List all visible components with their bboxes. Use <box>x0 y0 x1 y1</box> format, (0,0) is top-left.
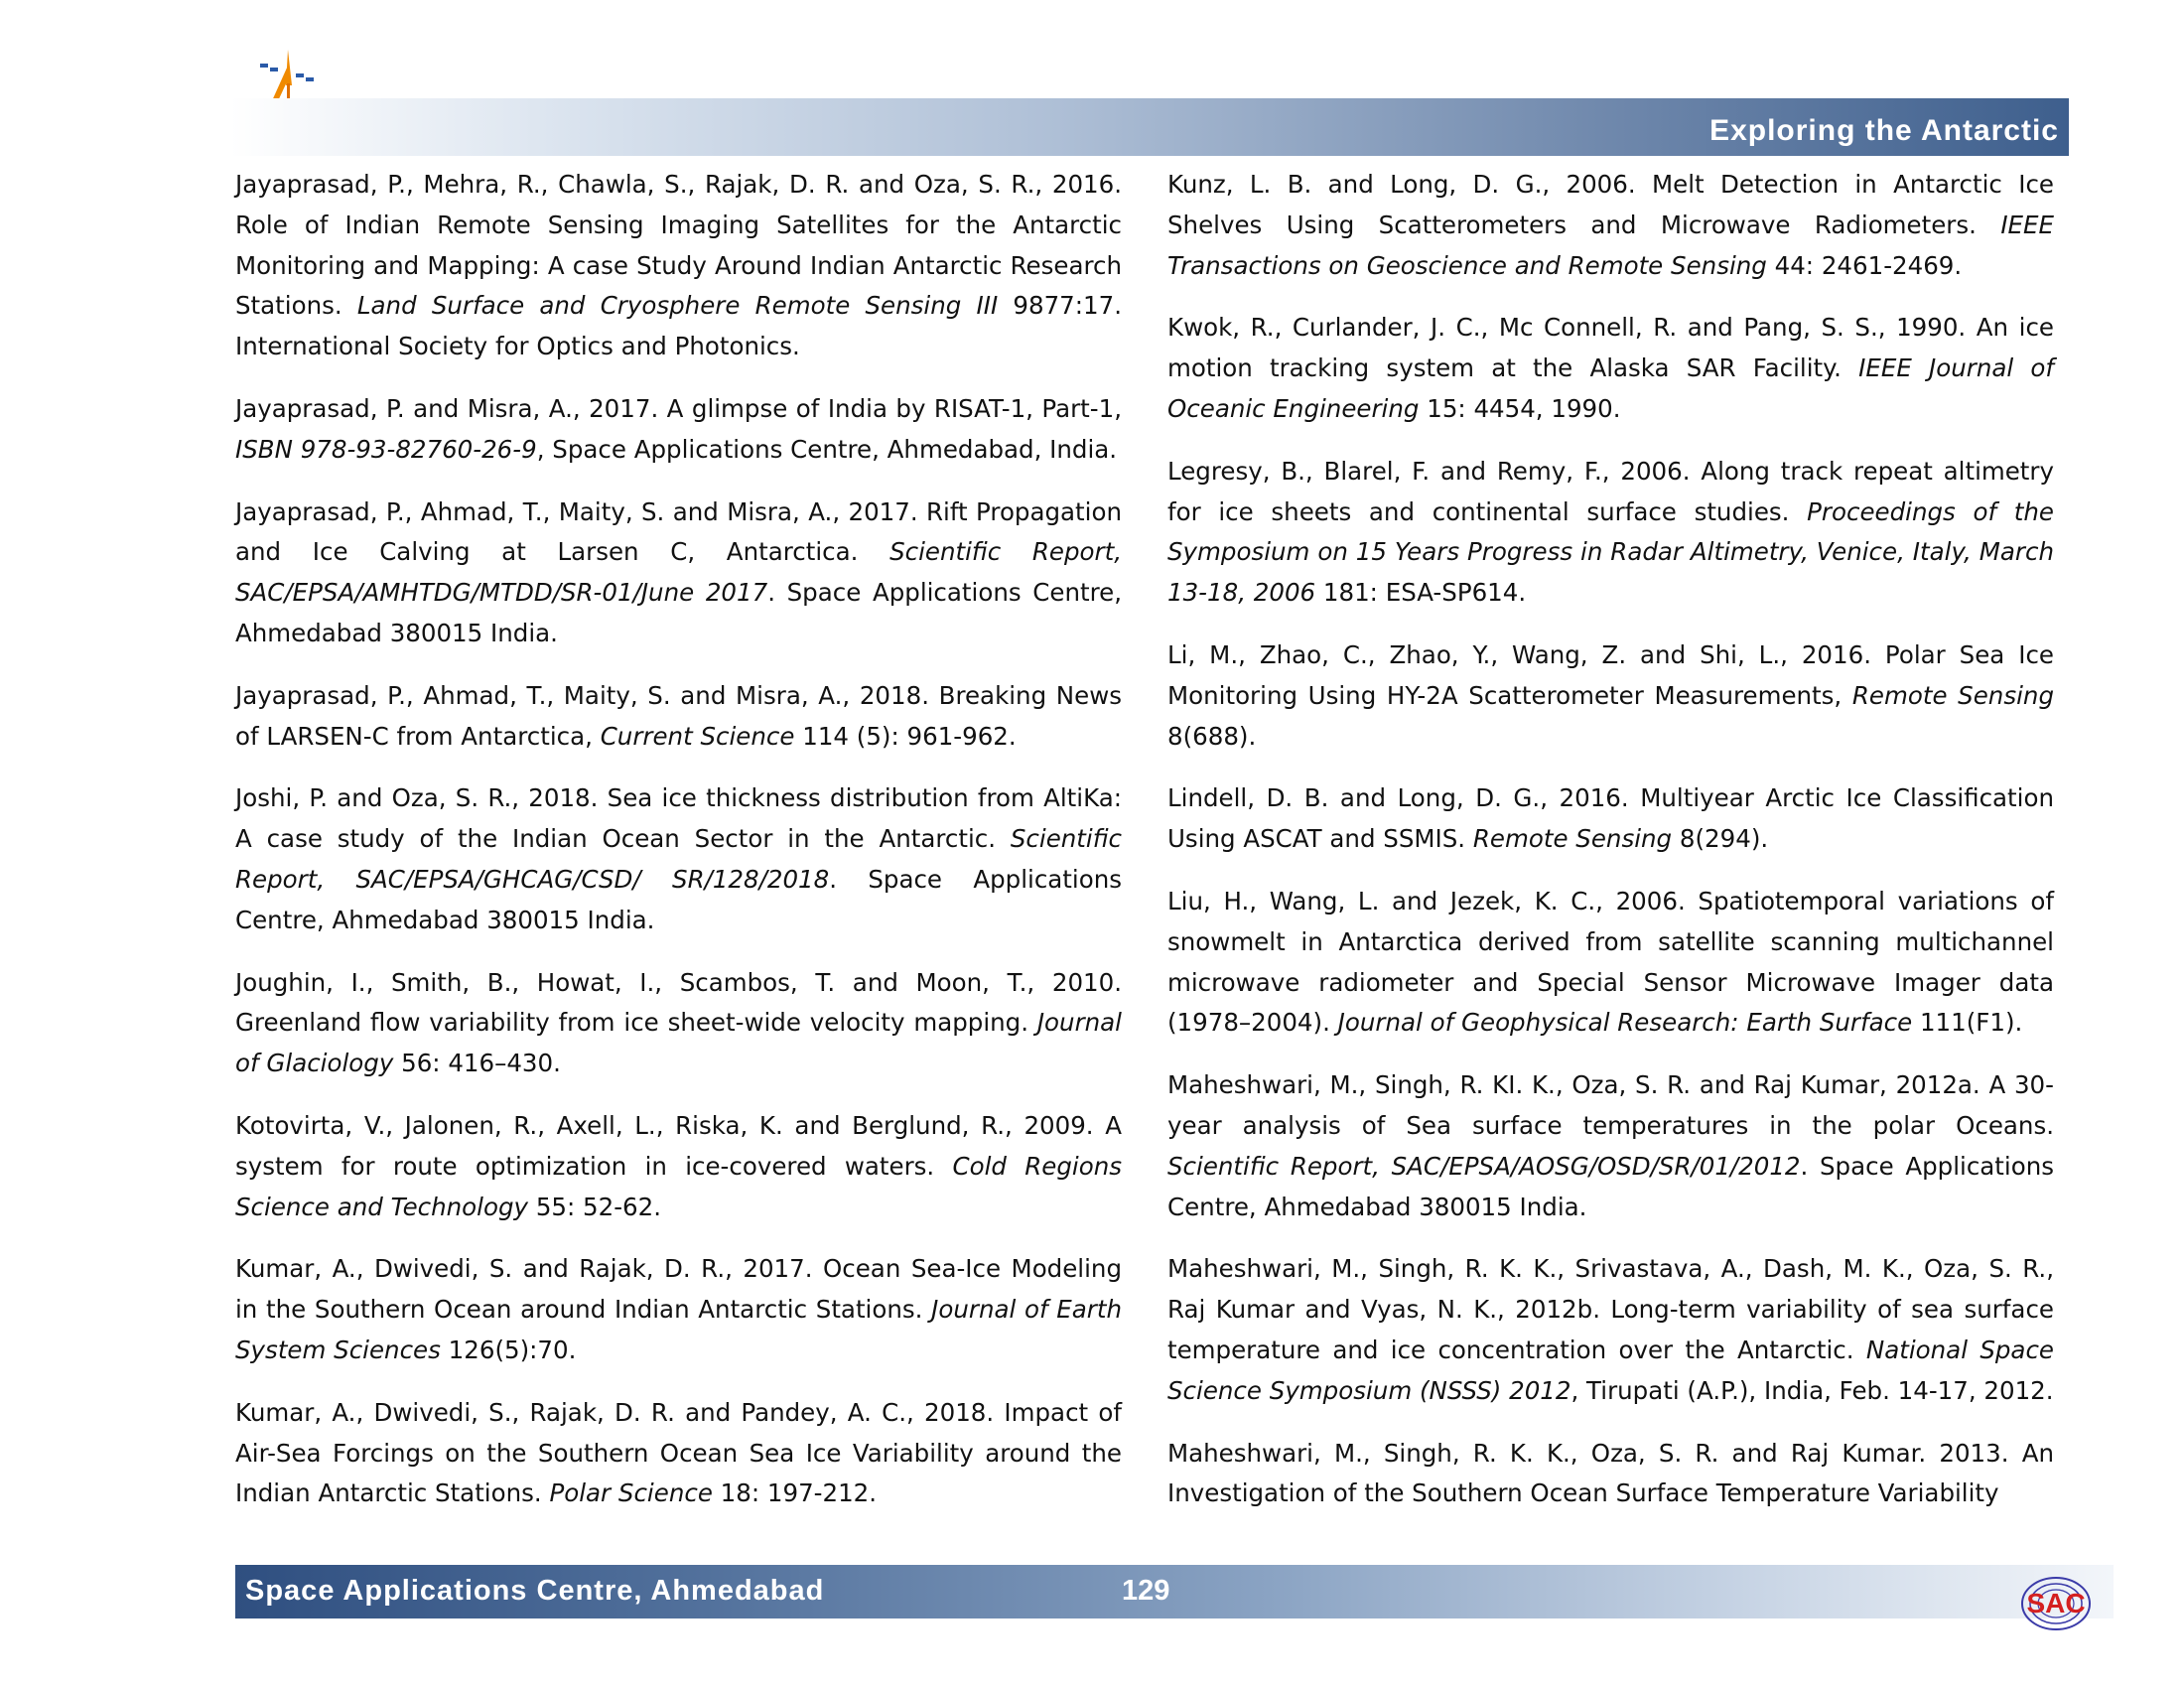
header-title: Exploring the Antarctic <box>1709 114 2059 147</box>
page-number: 129 <box>1122 1575 1170 1607</box>
reference-entry: Joughin, I., Smith, B., Howat, I., Scambos, T. and Moon, T., 2010. Greenland flow variability from ice sheet-wide velocity mapping. Journal of Glaciology 56: 416–430. <box>235 967 1122 1078</box>
reference-entry: Maheshwari, M., Singh, R. K. K., Oza, S. R. and Raj Kumar. 2013. An Investigation of the Southern Ocean Surface Temperature Variability <box>1167 1438 2054 1508</box>
reference-entry: Maheshwari, M., Singh, R. K. K., Srivastava, A., Dash, M. K., Oza, S. R., Raj Kumar and Vyas, N. K., 2012b. Long-term variability of sea surface temperature and ice concentration over the Antarctic. National Space Science Symposium (NSSS) 2012, Tirupati (A.P.), India, Feb. 14-17, 2012. <box>1167 1254 2054 1405</box>
reference-entry: Kwok, R., Curlander, J. C., Mc Connell, R. and Pang, S. S., 1990. An ice motion tracking system at the Alaska SAR Facility. IEEE Journal of Oceanic Engineering 15: 4454, 1990. <box>1167 313 2054 423</box>
footer-org: Space Applications Centre, Ahmedabad <box>245 1575 825 1607</box>
reference-entry: Li, M., Zhao, C., Zhao, Y., Wang, Z. and Shi, L., 2016. Polar Sea Ice Monitoring Using HY-2A Scatterometer Measurements, Remote Sensing 8(688). <box>1167 639 2054 751</box>
reference-entry: Kunz, L. B. and Long, D. G., 2006. Melt Detection in Antarctic Ice Shelves Using Scatterometers and Microwave Radiometers. IEEE Transactions on Geoscience and Remote Sensing 44: 2461-2469. <box>1167 170 2054 280</box>
reference-entry: Legresy, B., Blarel, F. and Remy, F., 2006. Along track repeat altimetry for ice sheets and continental surface studies. Proceedings of the Symposium on 15 Years Progress in Radar Altimetry, Venice, Italy, March 13-18, 2006 181: ESA-SP614. <box>1167 456 2054 608</box>
svg-text:SAC: SAC <box>2026 1588 2086 1618</box>
reference-entry: Jayaprasad, P. and Misra, A., 2017. A glimpse of India by RISAT-1, Part-1, ISBN 978-93-82760-26-9, Space Applications Centre, Ahmedabad, India. <box>235 393 1122 464</box>
reference-entry: Kumar, A., Dwivedi, S. and Rajak, D. R., 2017. Ocean Sea-Ice Modeling in the Southern Ocean around Indian Antarctic Stations. Journal of Earth System Sciences 126(5):70. <box>235 1254 1122 1364</box>
reference-entry: Jayaprasad, P., Ahmad, T., Maity, S. and Misra, A., 2018. Breaking News of LARSEN-C from Antarctica, Current Science 114 (5): 961-962. <box>235 680 1122 751</box>
reference-entry: Joshi, P. and Oza, S. R., 2018. Sea ice thickness distribution from AltiKa: A case study of the Indian Ocean Sector in the Antarctic. Scientific Report, SAC/EPSA/GHCAG/CSD/ SR/128/2018. Space Applications Centre, Ahmedabad 380015 India. <box>235 783 1122 934</box>
reference-entry: Lindell, D. B. and Long, D. G., 2016. Multiyear Arctic Ice Classification Using ASCAT and SSMIS. Remote Sensing 8(294). <box>1167 783 2054 854</box>
reference-entry: Liu, H., Wang, L. and Jezek, K. C., 2006. Spatiotemporal variations of snowmelt in Antarctica derived from satellite scanning multichannel microwave radiometer and Special Sensor Microwave Imager data (1978–2004). Journal of Geophysical Research: Earth Surface 111(F1). <box>1167 886 2054 1038</box>
references-right-column <box>1167 165 2054 1536</box>
references-left-column <box>235 165 1122 1536</box>
reference-entry: Maheshwari, M., Singh, R. KI. K., Oza, S. R. and Raj Kumar, 2012a. A 30-year analysis of Sea surface temperatures in the polar Oceans. Scientific Report, SAC/EPSA/AOSG/OSD/SR/01/2012. Space Applications Centre, Ahmedabad 380015 India. <box>1167 1070 2054 1221</box>
footer-band <box>235 1565 2114 1618</box>
reference-entry: Kotovirta, V., Jalonen, R., Axell, L., Riska, K. and Berglund, R., 2009. A system for route optimization in ice-covered waters. Cold Regions Science and Technology 55: 52-62. <box>235 1110 1122 1221</box>
sac-logo <box>2003 1574 2109 1633</box>
reference-entry: Jayaprasad, P., Ahmad, T., Maity, S. and Misra, A., 2017. Rift Propagation and Ice Calving at Larsen C, Antarctica. Scientific Report, SAC/EPSA/AMHTDG/MTDD/SR-01/June 2017. Space Applications Centre, Ahmedabad 380015 India. <box>235 496 1122 647</box>
header-band <box>230 98 2069 156</box>
reference-entry: Jayaprasad, P., Mehra, R., Chawla, S., Rajak, D. R. and Oza, S. R., 2016. Role of Indian Remote Sensing Imaging Satellites for the Antarctic Monitoring and Mapping: A case Study Around Indian Antarctic Research Stations. Land Surface and Cryosphere Remote Sensing III 9877:17. International Society for Optics and Photonics. <box>235 170 1122 361</box>
reference-entry: Kumar, A., Dwivedi, S., Rajak, D. R. and Pandey, A. C., 2018. Impact of Air-Sea Forcings on the Southern Ocean Sea Ice Variability around the Indian Antarctic Stations. Polar Science 18: 197-212. <box>235 1397 1122 1508</box>
